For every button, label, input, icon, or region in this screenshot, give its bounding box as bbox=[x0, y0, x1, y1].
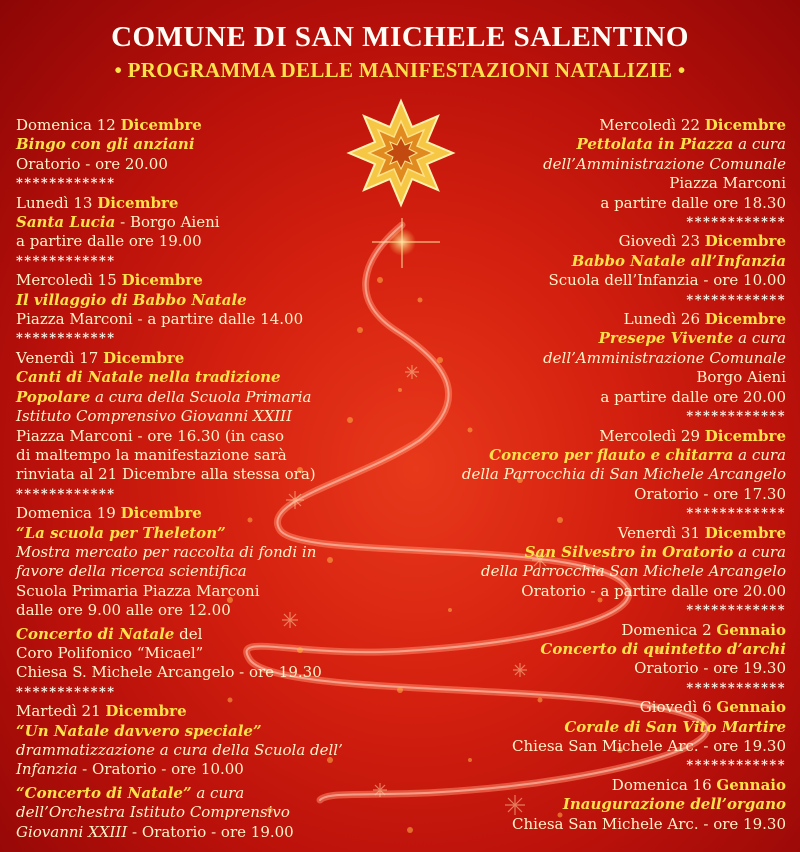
event-day: Lunedì 26 bbox=[623, 310, 701, 329]
separator: ************ bbox=[686, 215, 786, 231]
event-title: Concero per flauto e chitarra bbox=[489, 445, 734, 464]
event-title: Pettolata in Piazza bbox=[576, 135, 734, 154]
event-month: Dicembre bbox=[120, 504, 202, 523]
event-title: San Silvestro in Oratorio bbox=[524, 542, 734, 561]
event-item bbox=[406, 524, 786, 602]
event-place: Chiesa San Michele Arc. - ore 19.30 bbox=[512, 814, 786, 833]
event-item bbox=[406, 116, 786, 213]
event-day: Giovedì 23 bbox=[618, 232, 701, 251]
event-month: Dicembre bbox=[103, 348, 185, 367]
event-item bbox=[16, 349, 386, 485]
event-desc: Infanzia bbox=[16, 760, 78, 779]
event-place: Piazza Marconi - a partire dalle 14.00 bbox=[16, 310, 304, 329]
event-title: Canti di Natale nella tradizione bbox=[16, 368, 281, 387]
event-title: “La scuola per Theleton” bbox=[16, 523, 226, 542]
event-place: - Borgo Aieni bbox=[115, 213, 220, 232]
event-place: Scuola Primaria Piazza Marconi bbox=[16, 581, 260, 600]
event-item bbox=[406, 698, 786, 756]
separator: ************ bbox=[686, 680, 786, 696]
event-desc: dell’Orchestra Istituto Comprensivo bbox=[16, 803, 290, 822]
event-item bbox=[16, 116, 386, 174]
separator: ************ bbox=[686, 603, 786, 619]
event-desc: a cura bbox=[191, 783, 245, 802]
event-item bbox=[406, 232, 786, 290]
event-title: Babbo Natale all’Infanzia bbox=[571, 251, 786, 270]
event-desc: a cura bbox=[733, 135, 786, 154]
event-item bbox=[16, 702, 386, 780]
event-place: Borgo Aieni bbox=[696, 368, 786, 387]
event-day: Mercoledì 22 bbox=[599, 116, 701, 134]
event-month: Dicembre bbox=[121, 271, 203, 290]
right-column bbox=[406, 116, 786, 834]
event-title: “Un Natale davvero speciale” bbox=[16, 721, 262, 740]
event-place: Oratorio - ore 17.30 bbox=[634, 484, 786, 503]
event-time: a partire dalle ore 18.30 bbox=[600, 193, 786, 212]
event-day: Domenica 2 bbox=[621, 620, 712, 639]
event-time: dalle ore 9.00 alle ore 12.00 bbox=[16, 601, 231, 620]
event-place: Piazza Marconi - ore 16.30 (in caso bbox=[16, 426, 285, 445]
event-day: Domenica 12 bbox=[16, 116, 116, 134]
separator: ************ bbox=[16, 253, 116, 269]
event-item bbox=[406, 621, 786, 679]
left-column bbox=[16, 116, 386, 842]
event-title: Presepe Vivente bbox=[598, 329, 734, 348]
event-item bbox=[406, 310, 786, 407]
event-item bbox=[16, 625, 386, 683]
event-place: - Oratorio - ore 19.00 bbox=[127, 822, 294, 841]
event-desc: dell’Amministrazione Comunale bbox=[543, 154, 786, 173]
event-desc: del bbox=[174, 624, 203, 643]
event-item bbox=[16, 504, 386, 620]
separator: ************ bbox=[686, 506, 786, 522]
event-place: Piazza Marconi bbox=[669, 174, 786, 193]
event-month: Gennaio bbox=[716, 620, 786, 639]
event-title: Concerto di Natale bbox=[16, 624, 175, 643]
event-day: Domenica 16 bbox=[611, 775, 712, 794]
separator: ************ bbox=[16, 331, 116, 347]
event-month: Dicembre bbox=[97, 193, 179, 212]
header bbox=[0, 20, 800, 84]
event-month: Dicembre bbox=[120, 116, 202, 134]
event-desc: a cura della Scuola Primaria bbox=[90, 387, 312, 406]
page-subtitle: • PROGRAMMA DELLE MANIFESTAZIONI NATALIZIE • bbox=[114, 58, 686, 82]
event-desc: Mostra mercato per raccolta di fondi in bbox=[16, 542, 317, 561]
event-title: Concerto di quintetto d’archi bbox=[540, 639, 786, 658]
separator: ************ bbox=[686, 758, 786, 774]
event-title: “Concerto di Natale” bbox=[16, 783, 192, 802]
event-place: Oratorio - a partire dalle ore 20.00 bbox=[521, 581, 786, 600]
event-title: Popolare bbox=[16, 387, 91, 406]
event-place: - Oratorio - ore 10.00 bbox=[77, 760, 244, 779]
event-title: Corale di San Vito Martire bbox=[564, 717, 786, 736]
event-time: a partire dalle ore 19.00 bbox=[16, 232, 202, 251]
event-desc: a cura bbox=[733, 329, 786, 348]
event-desc: drammatizzazione a cura della Scuola dell’ bbox=[16, 741, 343, 759]
event-month: Gennaio bbox=[716, 698, 786, 717]
event-place: Oratorio - ore 20.00 bbox=[16, 154, 168, 173]
event-title: Santa Lucia bbox=[16, 213, 116, 232]
event-desc: della Parrocchia di San Michele Arcangelo bbox=[461, 465, 786, 484]
event-desc: Coro Polifonico “Micael” bbox=[16, 643, 204, 662]
event-time: a partire dalle ore 20.00 bbox=[600, 387, 786, 406]
event-item bbox=[16, 784, 386, 842]
separator: ************ bbox=[16, 684, 116, 700]
event-desc: a cura bbox=[733, 445, 786, 464]
event-title: Inaugurazione dell’organo bbox=[562, 795, 786, 814]
event-desc: favore della ricerca scientifica bbox=[16, 562, 247, 581]
event-day: Martedì 21 bbox=[16, 702, 101, 721]
event-place: rinviata al 21 Dicembre alla stessa ora) bbox=[16, 465, 316, 484]
event-month: Gennaio bbox=[716, 775, 786, 794]
event-place: Chiesa S. Michele Arcangelo - ore 19.30 bbox=[16, 663, 322, 682]
event-place: Scuola dell’Infanzia - ore 10.00 bbox=[548, 271, 786, 290]
event-title: Il villaggio di Babbo Natale bbox=[16, 290, 247, 309]
event-title: Bingo con gli anziani bbox=[16, 135, 195, 154]
event-month: Dicembre bbox=[704, 523, 786, 542]
event-month: Dicembre bbox=[704, 116, 786, 134]
event-month: Dicembre bbox=[105, 702, 187, 721]
event-item bbox=[406, 427, 786, 505]
event-month: Dicembre bbox=[704, 310, 786, 329]
event-day: Giovedì 6 bbox=[639, 698, 712, 717]
event-desc: dell’Amministrazione Comunale bbox=[543, 348, 786, 367]
page-title: COMUNE DI SAN MICHELE SALENTINO bbox=[111, 21, 689, 53]
event-day: Venerdì 17 bbox=[16, 348, 99, 367]
separator: ************ bbox=[686, 409, 786, 425]
event-item bbox=[406, 776, 786, 834]
event-desc: Giovanni XXIII bbox=[16, 822, 128, 841]
event-item bbox=[16, 271, 386, 329]
separator: ************ bbox=[16, 486, 116, 502]
event-place: di maltempo la manifestazione sarà bbox=[16, 445, 287, 464]
event-desc: Istituto Comprensivo Giovanni XXIII bbox=[16, 407, 293, 426]
event-item bbox=[16, 194, 386, 252]
separator: ************ bbox=[686, 292, 786, 308]
event-desc: della Parrocchia San Michele Arcangelo bbox=[481, 562, 786, 581]
separator: ************ bbox=[16, 176, 116, 192]
event-month: Dicembre bbox=[704, 232, 786, 251]
event-day: Venerdì 31 bbox=[617, 523, 701, 542]
event-desc: a cura bbox=[733, 542, 786, 561]
event-day: Mercoledì 15 bbox=[16, 271, 117, 290]
event-day: Lunedì 13 bbox=[16, 193, 93, 212]
event-place: Oratorio - ore 19.30 bbox=[634, 659, 786, 678]
event-day: Domenica 19 bbox=[16, 504, 116, 523]
event-place: Chiesa San Michele Arc. - ore 19.30 bbox=[512, 737, 786, 755]
event-month: Dicembre bbox=[704, 426, 786, 445]
event-day: Mercoledì 29 bbox=[599, 426, 701, 445]
